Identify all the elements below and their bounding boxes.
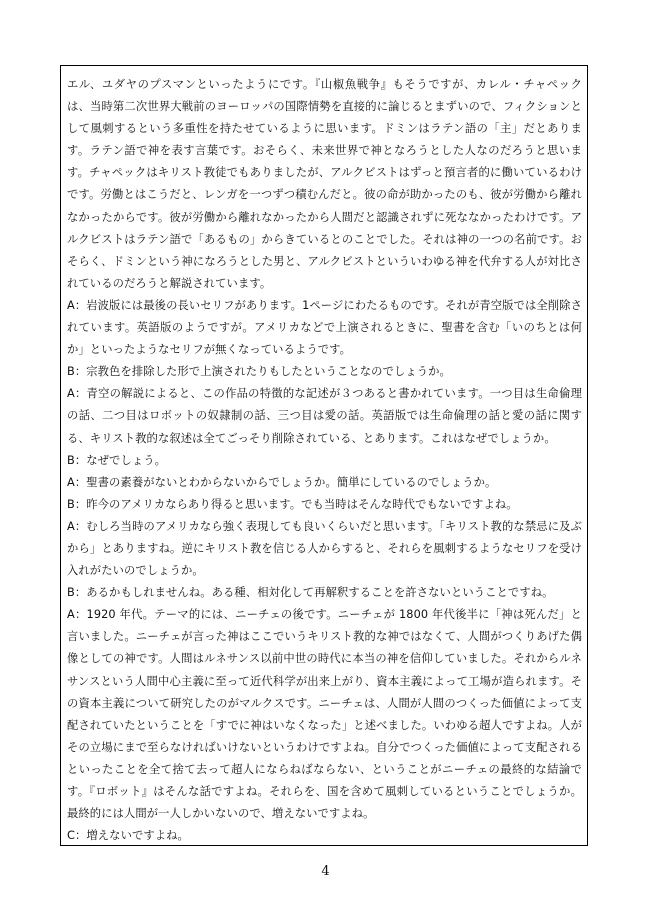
paragraph-b-religion: B：宗教色を排除した形で上演されたりもしたということなのでしょうか。 xyxy=(67,365,451,379)
paragraph-a-iwanami: A：岩波版には最後の長いセリフがあります。1ページにわたるものです。それが青空版では全削除されています。英語版のようですが。アメリカなどで上演されるときに、聖書を含む「いのちとは何か」といったようなセリフが無くなっているようです。 xyxy=(67,298,582,357)
paragraph-b-america: B：昨今のアメリカならあり得ると思います。でも当時はそんな時代でもないですよね。 xyxy=(67,497,518,511)
paragraph-c-increase: C：増えないですよね。 xyxy=(67,829,189,843)
paragraph-a-taboo: A：むしろ当時のアメリカなら強く表現しても良いくらいだと思います。「キリスト教的な禁忌に及ぶから」とありますね。逆にキリスト教を信じる人からすると、それらを風刺するようなセリフを受け入れがたいのでしょうか。 xyxy=(67,519,582,578)
paragraph-a-bible: A：聖書の素養がないとわからないからでしょうか。簡単にしているのでしょうか。 xyxy=(67,475,497,489)
page-number: 4 xyxy=(321,864,330,879)
paragraph-b-relativize: B：あるかもしれませんね。ある種、相対化して再解釈することを許さないということですね。 xyxy=(67,586,554,600)
transcript-box xyxy=(60,65,588,846)
paragraph-intro: エル、ユダヤのプスマンといったようにです。『山椒魚戦争』もそうですが、カレル・チャペックは、当時第二次世界大戦前のヨーロッパの国際情勢を直接的に論じるとまずいので、フィクションとして風刺するという多重性を持たせているように思います。ドミンはラテン語の「主」だとあります。ラテン語で神を表す言葉です。おそらく、未来世界で神となろうとした人なのだろうと思います。チャペックはキリスト教徒でもありましたが、アルクビストはずっと預言者的に働いているわけです。労働とはこうだと、レンガを一つずつ積むんだと。彼の命が助かったのも、彼が労働から離れなかったからです。彼が労働から離れなかったから人間だと認識されずに死ななかったわけです。アルクビストはラテン語で「あるもの」からきているとのことでした。それは神の一つの名前です。おそらく、ドミンという神になろうとした男と、アルクビストといういわゆる神を代弁する人が対比されているのだろうと解説されています。 xyxy=(67,78,582,290)
paragraph-b-why: B：なぜでしょう。 xyxy=(67,453,167,467)
paragraph-a-nietzsche: A：1920 年代。テーマ的には、ニーチェの後です。ニーチェが 1800 年代後半に「神は死んだ」と言いました。ニーチェが言った神はここでいうキリスト教的な神ではなくて、人間がつくりあげた偶像としての神です。人間はルネサンス以前中世の時代に本当の神を信仰していました。それからルネサンスという人間中心主義に至って近代科学が出来上がり、資本主義によって工場が造られます。その資本主義について研究したのがマルクスです。ニーチェは、人間が人間のつくった価値によって支配されていたということを「すでに神はいなくなった」と述べました。いわゆる超人ですよね。人がその立場にまで至らなければいけないというわけですよね。自分でつくった価値によって支配されるといったことを全て捨て去って超人にならねばならない、ということがニーチェの最終的な結論です。『ロボット』はそんな話ですよね。それらを、国を含めて風刺しているということでしょうか。最終的には人間が一人しかいないので、増えないですよね。 xyxy=(67,608,582,821)
paragraph-a-aozora: A：青空の解説によると、この作品の特徴的な記述が３つあると書かれています。一つ目は生命倫理の話、二つ目はロボットの奴隷制の話、三つ目は愛の話。英語版では生命倫理の話と愛の話に関する、キリスト教的な叙述は全てごっそり削除されている、とあります。これはなぜでしょうか。 xyxy=(67,387,582,445)
